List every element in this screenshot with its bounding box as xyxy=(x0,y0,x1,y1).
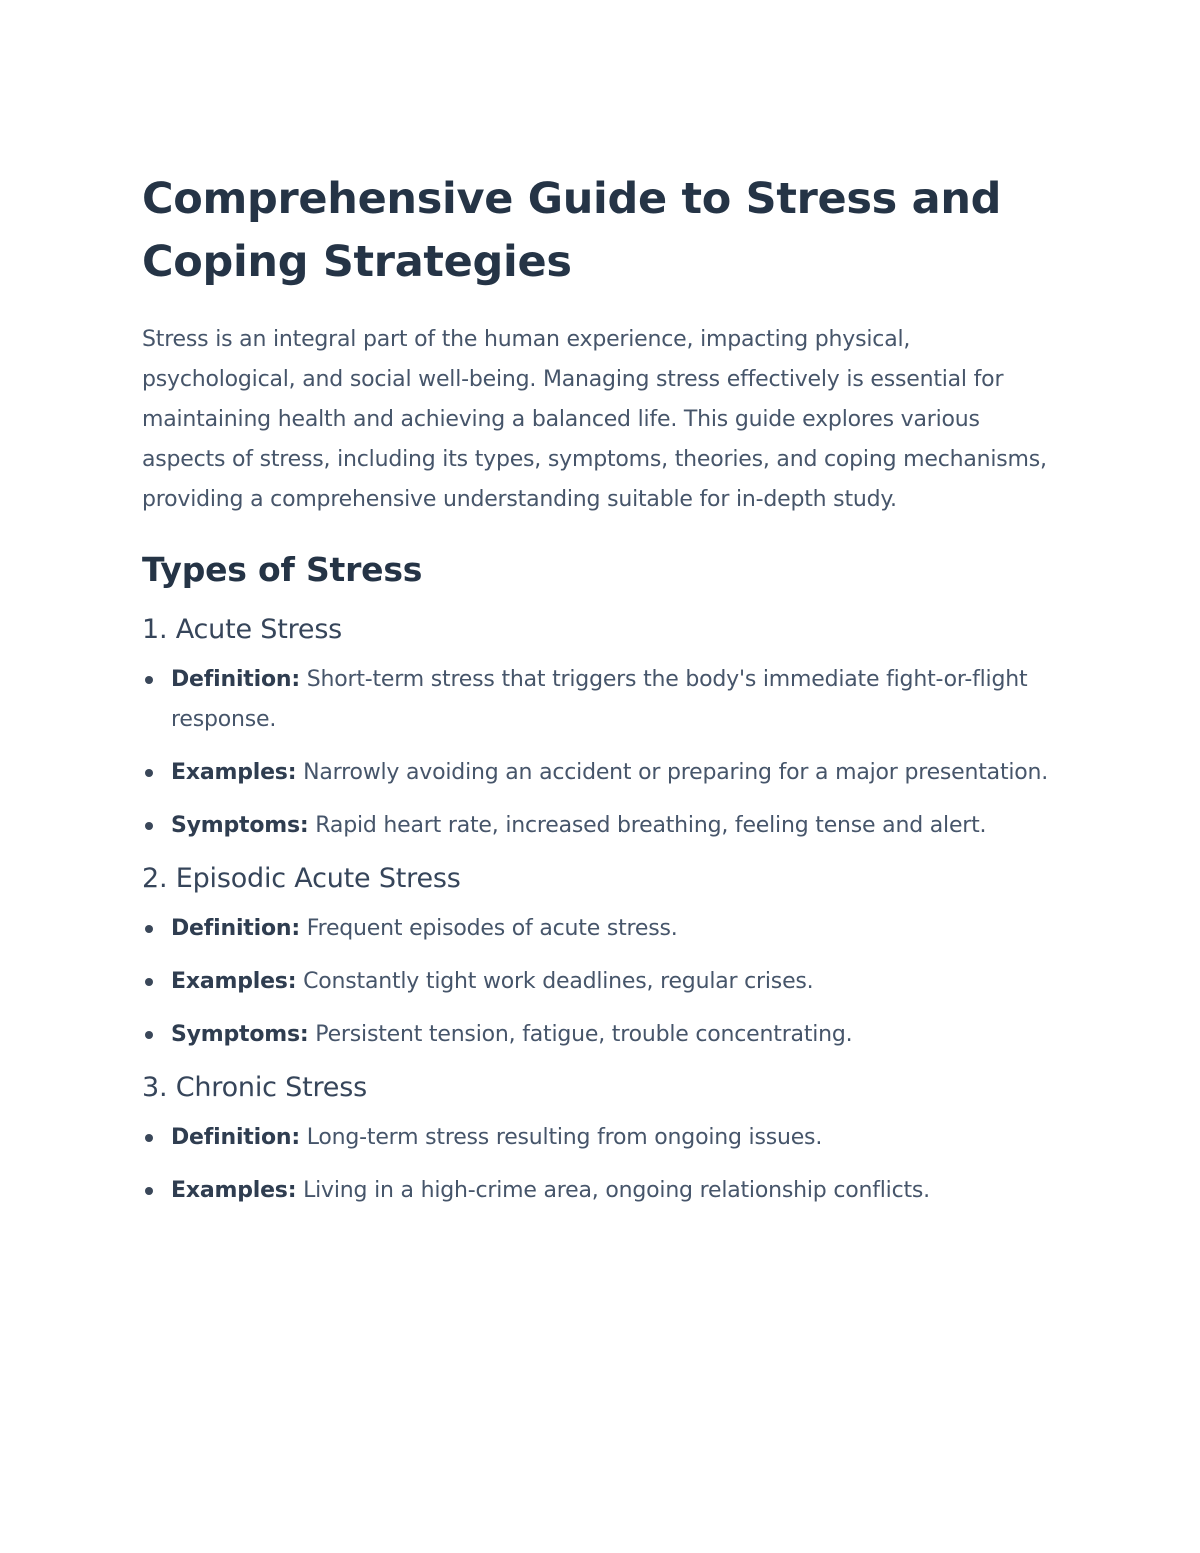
item-text: Short-term stress that triggers the body's immediate fight-or-flight response. xyxy=(171,667,1028,732)
list-item xyxy=(142,660,1062,740)
bullet-icon xyxy=(145,822,153,830)
page-title: Comprehensive Guide to Stress and Coping Strategies xyxy=(142,174,1002,287)
list-item xyxy=(142,753,1062,793)
bullet-icon xyxy=(145,1031,153,1039)
section-heading-types-of-stress: Types of Stress xyxy=(142,550,423,589)
list-item xyxy=(142,1118,1062,1158)
item-label: Examples: xyxy=(171,1178,297,1203)
subsection-heading-episodic-acute-stress: 2. Episodic Acute Stress xyxy=(142,863,461,894)
item-text: Persistent tension, fatigue, trouble concentrating. xyxy=(308,1022,853,1047)
item-text: Constantly tight work deadlines, regular crises. xyxy=(296,969,814,994)
list-item xyxy=(142,806,1062,846)
episodic-acute-stress-list xyxy=(142,909,1062,1055)
document-page xyxy=(142,168,1062,1224)
item-label: Examples: xyxy=(171,969,297,994)
item-label: Definition: xyxy=(171,1125,300,1150)
intro-paragraph: Stress is an integral part of the human experience, impacting physical, psychological, and social well-being. Managing stress effectively is essential for maintaining health and achieving a balanced life. This guide explores various aspects of stress, including its types, symptoms, theories, and coping mechanisms, providing a comprehensive understanding suitable for in-depth study. xyxy=(142,327,1047,512)
item-label: Definition: xyxy=(171,916,300,941)
bullet-icon xyxy=(145,978,153,986)
subsection-heading-chronic-stress: 3. Chronic Stress xyxy=(142,1072,367,1103)
chronic-stress-list xyxy=(142,1118,1062,1211)
subsection-heading-acute-stress: 1. Acute Stress xyxy=(142,614,343,645)
list-item xyxy=(142,962,1062,1002)
item-text: Rapid heart rate, increased breathing, feeling tense and alert. xyxy=(308,813,987,838)
list-item xyxy=(142,909,1062,949)
item-label: Examples: xyxy=(171,760,297,785)
item-text: Frequent episodes of acute stress. xyxy=(299,916,678,941)
item-label: Definition: xyxy=(171,667,300,692)
list-item xyxy=(142,1015,1062,1055)
item-text: Living in a high-crime area, ongoing relationship conflicts. xyxy=(296,1178,930,1203)
bullet-icon xyxy=(145,769,153,777)
bullet-icon xyxy=(145,676,153,684)
item-label: Symptoms: xyxy=(171,813,309,838)
item-text: Long-term stress resulting from ongoing issues. xyxy=(299,1125,823,1150)
acute-stress-list xyxy=(142,660,1062,846)
item-label: Symptoms: xyxy=(171,1022,309,1047)
bullet-icon xyxy=(145,925,153,933)
list-item xyxy=(142,1171,1062,1211)
bullet-icon xyxy=(145,1134,153,1142)
bullet-icon xyxy=(145,1187,153,1195)
item-text: Narrowly avoiding an accident or preparing for a major presentation. xyxy=(296,760,1049,785)
